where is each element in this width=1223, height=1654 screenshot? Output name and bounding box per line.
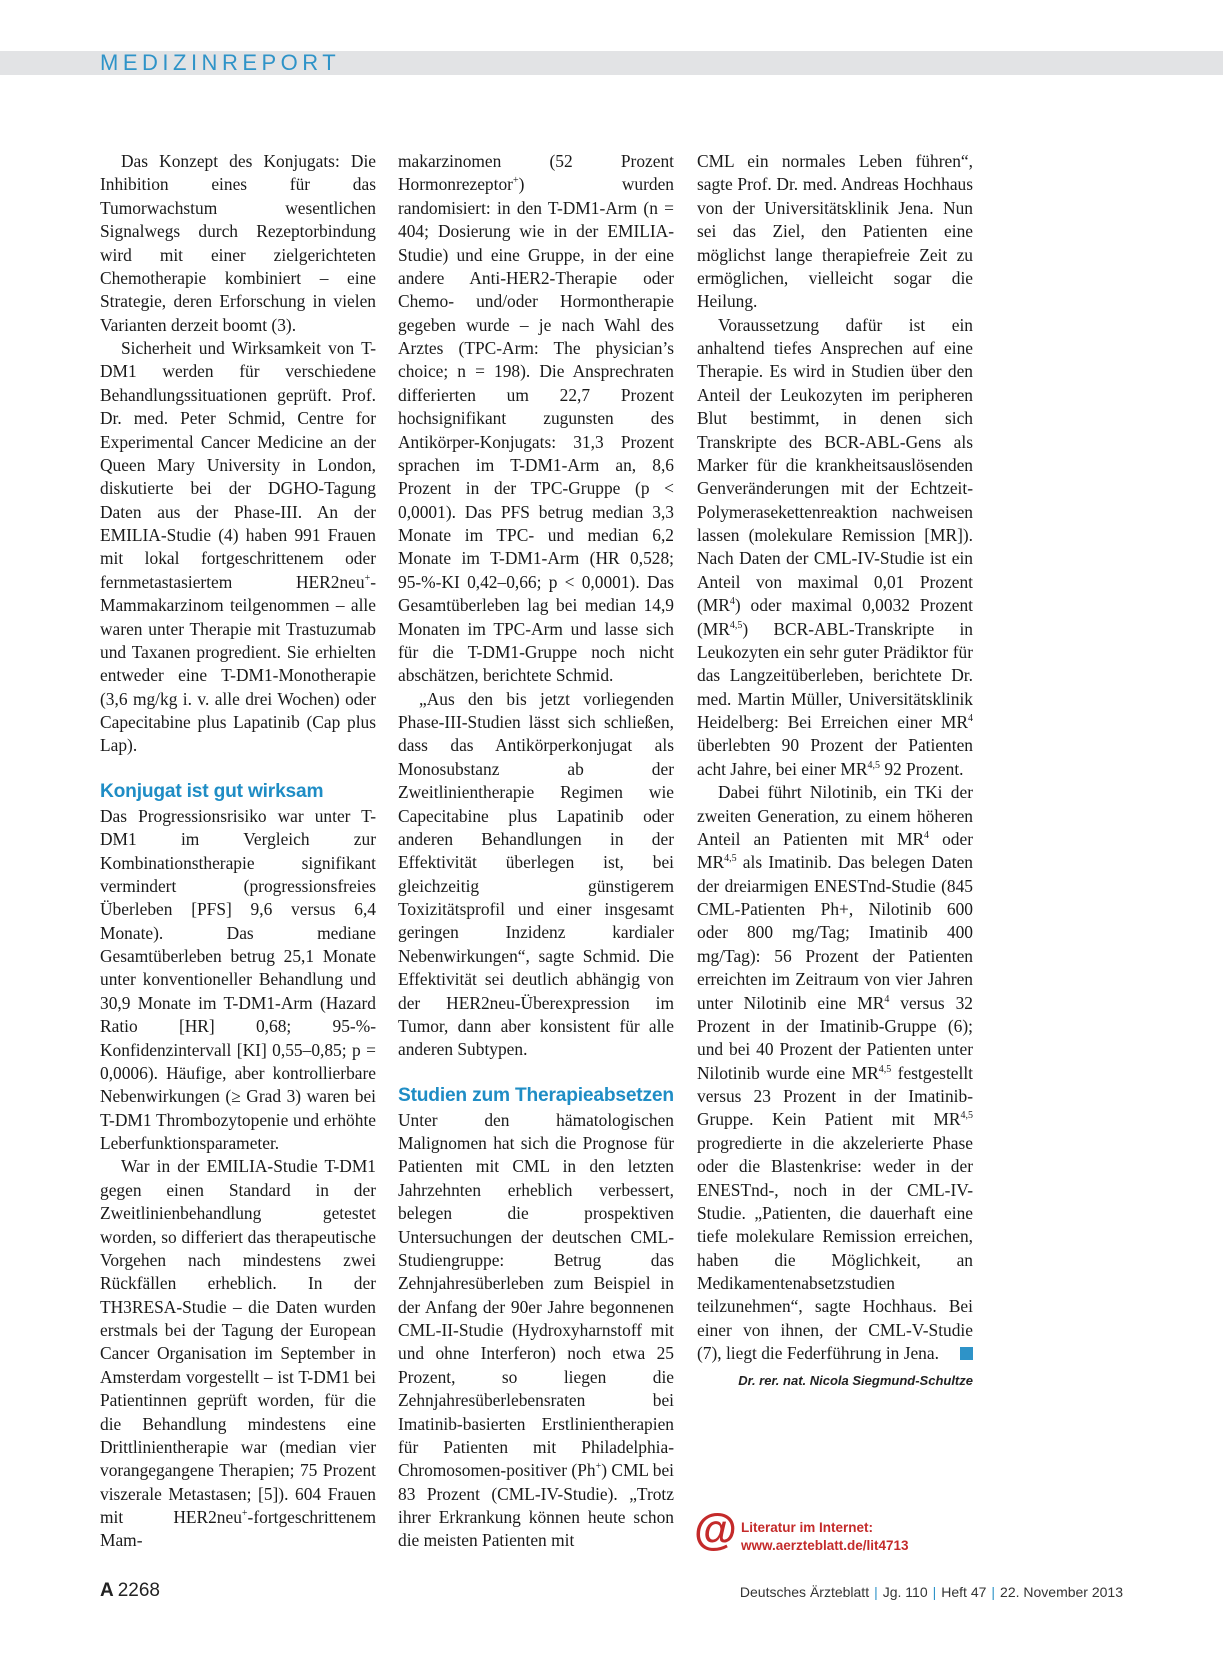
section-label: MEDIZINREPORT [100, 50, 341, 75]
column-1 [100, 150, 376, 1553]
journal-name: Deutsches Ärzteblatt [739, 1584, 870, 1600]
literature-link[interactable]: www.aerzteblatt.de/lit4713 [741, 1538, 909, 1553]
column-3 [697, 150, 973, 1392]
subheading-studien: Studien zum Therapieabsetzen [398, 1084, 674, 1106]
column-2 [398, 150, 674, 1553]
journal-issue: Heft 47 [941, 1584, 987, 1600]
col1-paragraph-1: Das Konzept des Konjugats: Die Inhibition eines für das Tumorwachstum wesentlichen Signalwegs durch Rezeptorbindung wird mit einer zielgerichteten Chemotherapie kombiniert – eine Strategie, deren Erforschung in vielen Varianten derzeit boomt (3). [100, 151, 376, 335]
col1-paragraph-4: War in der EMILIA-Studie T-DM1 gegen einen Standard in der Zweitlinienbehandlung getestet worden, so differiert das therapeutische Vorgehen nach mindestens zwei Rückfällen erheblich. In der TH3RESA-Studie – die Daten wurden erstmals bei der Tagung der European Cancer Organisation im September in Amsterdam vorgestellt – ist T-DM1 bei Patientinnen geprüft worden, für die die Behandlung mindestens eine Drittlinientherapie war (median vier vorangegangene Therapien; 75 Prozent viszerale Metastasen; [5]). 604 Frauen mit HER2neu+-fortgeschrittenem Mam- [100, 1156, 376, 1551]
literature-label: Literatur im Internet: [741, 1520, 874, 1535]
journal-info: Deutsches Ärzteblatt | Jg. 110 | Heft 47 | 22. November 2013 [739, 1584, 1123, 1600]
literature-box [694, 1505, 974, 1558]
col2-paragraph-2: „Aus den bis jetzt vorliegenden Phase-III-Studien lässt sich schließen, dass das Antikörperkonjugat als Monosubstanz ab der Zweitlinientherapie Regimen wie Capecitabine plus Lapatinib oder anderen Behandlungen in der Effektivität überlegen ist, bei gleichzeitig günstigerem Toxizitätsprofil und einer insgesamt geringen Inzidenz kardialer Nebenwirkungen“, sagte Schmid. Die Effektivität sei deutlich abhängig von der HER2neu-Überexpression im Tumor, dann aber konsistent für alle anderen Subtypen. [398, 688, 674, 1060]
col3-paragraph-2: Voraussetzung dafür ist ein anhaltend tiefes Ansprechen auf eine Therapie. Es wird in Studien über den Anteil der Leukozyten im peripheren Blut bestimmt, in denen sich Transkripte des BCR-ABL-Gens als Marker für die krankheitsauslösenden Genveränderungen mit der Echtzeit-Polymerasekettenreaktion nachweisen lassen (molekulare Remission [MR]). Nach Daten der CML-IV-Studie ist ein Anteil von maximal 0,01 Prozent $(MR^4)$ oder maximal 0,0032 Prozent (MR$^{4,5}$) BCR-ABL-Transkripte in Leukozyten ein sehr guter Prädiktor für das Langzeitüberleben, berichtete Dr. med. Martin Müller, Universitätsklinik Heidelberg: Bei Erreichen einer $MR^4$ überlebten 90 Prozent der Patienten acht Jahre, bei einer MR$^{4,5}$ 92 Prozent. [697, 314, 973, 779]
journal-volume: Jg. 110 [882, 1584, 928, 1600]
subheading-konjugat: Konjugat ist gut wirksam [100, 780, 324, 802]
col3-paragraph-1: CML ein normales Leben führen“, sagte Prof. Dr. med. Andreas Hochhaus von der Universitätsklinik Jena. Nun sei das Ziel, den Patienten eine möglichst lange therapiefreie Zeit zu ermöglichen, vielleicht sogar die Heilung. [697, 151, 973, 312]
end-mark-icon [960, 1347, 973, 1360]
col1-paragraph-3: Das Progressionsrisiko war unter T-DM1 im Vergleich zur Kombinationstherapie signifikant vermindert (progressionsfreies Überleben [PFS] 9,6 versus 6,4 Monate). Das mediane Gesamtüberleben betrug 25,1 Monate unter konventioneller Behandlung und 30,9 Monate im T-DM1-Arm (Hazard Ratio [HR] 0,68; 95-%-Konfidenzintervall [KI] 0,55–0,85; p = 0,0006). Häufige, aber kontrollierbare Nebenwirkungen (≥ Grad 3) waren bei T-DM1 Thrombozytopenie und erhöhte Leberfunktionsparameter. [100, 805, 376, 1153]
col1-paragraph-2: Sicherheit und Wirksamkeit von T-DM1 werden für verschiedene Behandlungssituationen geprüft. Prof. Dr. med. Peter Schmid, Centre for Experimental Cancer Medicine an der Queen Mary University in London, diskutierte bei der DGHO-Tagung Daten aus der Phase-III. An der EMILIA-Studie (4) haben 991 Frauen mit lokal fortgeschrittenem oder fernmetastasiertem HER2neu+-Mammakarzinom teilgenommen – alle waren unter Therapie mit Trastuzumab und Taxanen progredient. Sie erhielten entweder eine T-DM1-Monotherapie (3,6 mg/kg i. v. alle drei Wochen) oder Capecitabine plus Lapatinib (Cap plus Lap). [100, 338, 376, 756]
col2-paragraph-3: Unter den hämatologischen Malignomen hat sich die Prognose für Patienten mit CML in den letzten Jahrzehnten erheblich verbessert, belegen die prospektiven Untersuchungen der deutschen CML-Studiengruppe: Betrug das Zehnjahresüberleben zum Beispiel in der Anfang der 90er Jahre begonnenen CML-II-Studie (Hydroxyharnstoff mit und ohne Interferon) noch etwa 25 Prozent, so liegen die Zehnjahresüberlebensraten bei Imatinib-basierten Erstlinientherapien für Patienten mit Philadelphia-Chromosomen-positiver (Ph+) CML bei 83 Prozent (CML-IV-Studie). „Trotz ihrer Erkrankung können heute schon die meisten Patienten mit [398, 1109, 674, 1551]
page-number: A 2268 [100, 1580, 161, 1601]
at-sign-icon: @ [694, 1505, 737, 1554]
journal-date: 22. November 2013 [1000, 1584, 1123, 1600]
col3-paragraph-3: Dabei führt Nilotinib, ein TKi der zweiten Generation, zu einem höheren Anteil an Patienten mit $MR^4$ oder MR$^{4,5}$ als Imatinib. Das belegen Daten der dreiarmigen ENESTnd-Studie (845 CML-Patienten Ph+, Nilotinib 600 oder 800 mg/Tag; Imatinib 400 mg/Tag): 56 Prozent der Patienten erreichten im Zeitraum von vier Jahren unter Nilotinib eine $MR^4$ versus 32 Prozent in der Imatinib-Gruppe (6); und bei 40 Prozent der Patienten unter Nilotinib wurde eine MR$^{4,5}$ festgestellt versus 23 Prozent in der Imatinib-Gruppe. Kein Patient mit MR$^{4,5}$ progredierte in die akzelerierte Phase oder die Blastenkrise: weder in der ENESTnd-, noch in der CML-IV-Studie. „Patienten, die dauerhaft eine tiefe molekulare Remission erreichen, haben die Möglichkeit, an Medikamentenabsetzstudien teilzunehmen“, sagte Hochhaus. Bei einer von ihnen, der CML-V-Studie (7), liegt die Federführung in Jena. [697, 782, 973, 1364]
author-byline: Dr. rer. nat. Nicola Siegmund-Schultze [738, 1372, 973, 1388]
col2-paragraph-1: makarzinomen (52 Prozent Hormonrezeptor+) wurden randomisiert: in den T-DM1-Arm (n = 404; Dosierung wie in der EMILIA-Studie) und eine Gruppe, in der eine andere Anti-HER2-Therapie oder Chemo- und/oder Hormontherapie gegeben wurde – je nach Wahl des Arztes (TPC-Arm: The physician’s choice; n = 198). Die Ansprechraten differierten um 22,7 Prozent hochsignifikant zugunsten des Antikörper-Konjugats: 31,3 Prozent sprachen im T-DM1-Arm an, 8,6 Prozent in der TPC-Gruppe (p < 0,0001). Das PFS betrug median 3,3 Monate im TPC- und median 6,2 Monate im T-DM1-Arm (HR 0,528; 95-%-KI 0,42–0,66; p < 0,0001). Das Gesamtüberleben lag bei median 14,9 Monaten im TPC-Arm und lasse sich für die T-DM1-Gruppe noch nicht abschätzen, berichtete Schmid. [398, 151, 674, 686]
